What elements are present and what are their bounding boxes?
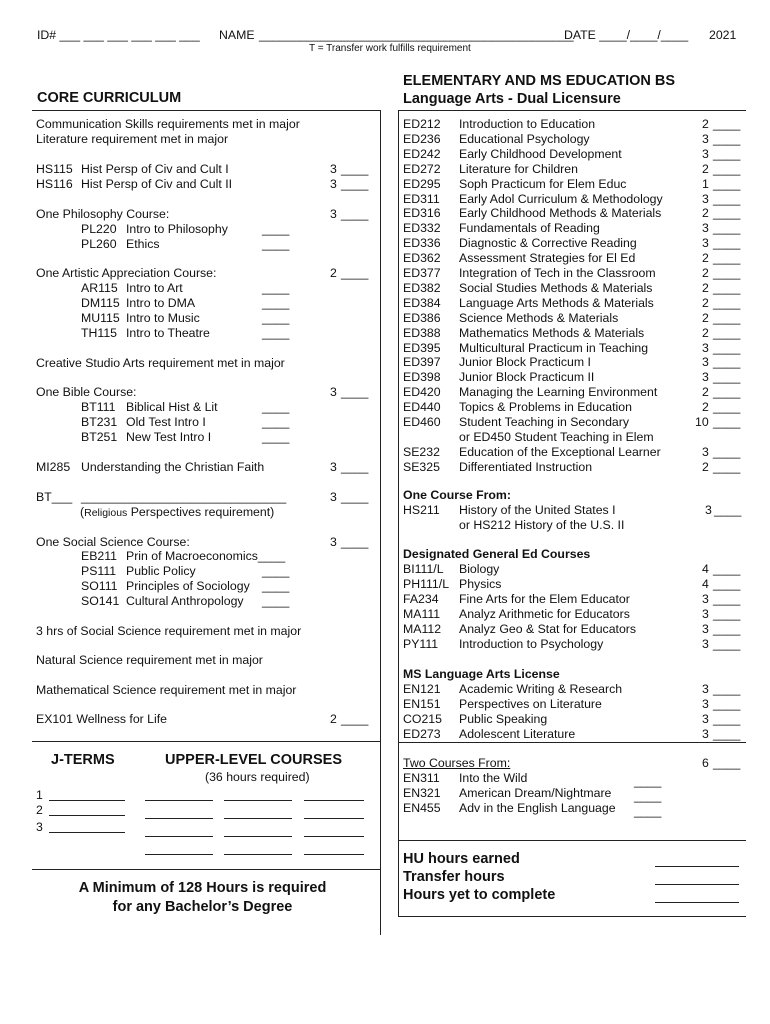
program-subheading: Language Arts - Dual Licensure xyxy=(403,91,621,107)
core-text-27: Mathematical Science requirement met in major xyxy=(36,683,297,697)
ms-license-divider xyxy=(398,742,746,743)
course-title-ed397: Junior Block Practicum I xyxy=(459,355,591,369)
credit-hours-7: 2 xyxy=(330,266,337,280)
credit-hours-en151: 3 xyxy=(702,697,709,711)
grade-blank-17[interactable]: ____ xyxy=(341,460,369,474)
course-title-9: Intro to DMA xyxy=(126,296,196,310)
credit-hours-se325: 2 xyxy=(702,460,709,474)
credit-hours-ed311: 3 xyxy=(702,192,709,206)
grade-blank-en121[interactable]: ____ xyxy=(713,682,741,696)
core-text-28: EX101 Wellness for Life xyxy=(36,712,168,726)
course-code-ed332: ED332 xyxy=(403,221,441,235)
grade-blank-bi111-l[interactable]: ____ xyxy=(713,562,741,576)
upper-level-line-1-3[interactable] xyxy=(304,800,364,801)
upper-level-line-1-2[interactable] xyxy=(224,800,292,801)
course-title-co215: Public Speaking xyxy=(459,712,548,726)
credit-hours-13: 3 xyxy=(330,385,337,399)
course-code-pl260: PL260 xyxy=(81,237,117,251)
grade-blank-4[interactable]: ____ xyxy=(341,207,369,221)
course-code-ed460: ED460 xyxy=(403,415,441,429)
credit-hours-18: 3 xyxy=(330,490,337,504)
credit-hours-ed382: 2 xyxy=(702,281,709,295)
grade-blank-23[interactable]: ____ xyxy=(262,579,290,593)
credit-hours-ed336: 3 xyxy=(702,236,709,250)
grade-blank-ed295[interactable]: ____ xyxy=(713,177,741,191)
course-code-ma111: MA111 xyxy=(403,607,441,621)
course-title-ed212: Introduction to Education xyxy=(459,117,596,131)
upper-level-line-4-3[interactable] xyxy=(304,854,364,855)
course-code-mi285: MI285 xyxy=(36,460,71,474)
course-code-pl220: PL220 xyxy=(81,222,117,236)
course-code-en311: EN311 xyxy=(403,771,440,785)
course-code-ed311: ED311 xyxy=(403,192,440,206)
credit-hours-ed295: 1 xyxy=(702,177,709,191)
grade-blank-ed273[interactable]: ____ xyxy=(713,727,741,741)
core-text-26: Natural Science requirement met in major xyxy=(36,653,263,667)
note-small: Religious xyxy=(84,507,128,519)
grade-blank-ed384[interactable]: ____ xyxy=(713,296,741,310)
core-text-13: One Bible Course: xyxy=(36,385,137,399)
grade-blank-en311[interactable]: ____ xyxy=(634,774,662,788)
course-title-ed242: Early Childhood Development xyxy=(459,147,622,161)
course-code-ph111-l: PH111/L xyxy=(403,577,450,591)
grade-blank-5[interactable]: ____ xyxy=(262,222,290,236)
course-title-24: Cultural Anthropology xyxy=(126,594,244,608)
grade-blank-se325[interactable]: ____ xyxy=(713,460,741,474)
course-code-ed398: ED398 xyxy=(403,370,441,384)
grade-blank-en151[interactable]: ____ xyxy=(713,697,741,711)
course-code-en121: EN121 xyxy=(403,682,441,696)
course-code-ed386: ED386 xyxy=(403,311,441,325)
course-code-ed388: ED388 xyxy=(403,326,441,340)
course-code-hs115: HS115 xyxy=(36,162,73,176)
grade-blank-13[interactable]: ____ xyxy=(341,385,369,399)
course-code-so111: SO111 xyxy=(81,579,118,593)
upper-level-line-2-1[interactable] xyxy=(145,818,213,819)
grade-blank-ed382[interactable]: ____ xyxy=(713,281,741,295)
credit-hours-ma112: 3 xyxy=(702,622,709,636)
course-code-ma112: MA112 xyxy=(403,622,442,636)
course-code-en321: EN321 xyxy=(403,786,441,800)
course-title-16: New Test Intro I xyxy=(126,430,212,444)
grade-blank-14[interactable]: ____ xyxy=(262,400,290,414)
course-code-ed395: ED395 xyxy=(403,341,441,355)
course-code-th115: TH115 xyxy=(81,326,117,340)
credit-hours-ed273: 3 xyxy=(702,727,709,741)
course-title-se325: Differentiated Instruction xyxy=(459,460,593,474)
credit-hours-28: 2 xyxy=(330,712,337,726)
course-title-ed236: Educational Psychology xyxy=(459,132,590,146)
ms-license-heading: MS Language Arts License xyxy=(403,667,560,681)
jterms-heading: J-TERMS xyxy=(51,752,115,768)
course-code-ar115: AR115 xyxy=(81,281,118,295)
credit-hours-ed362: 2 xyxy=(702,251,709,265)
course-code-mu115: MU115 xyxy=(81,311,120,325)
course-code-se232: SE232 xyxy=(403,445,440,459)
jterm-line-3[interactable] xyxy=(49,832,125,833)
program-heading: ELEMENTARY AND MS EDUCATION BS xyxy=(403,73,676,89)
course-title-ed311: Early Adol Curriculum & Methodology xyxy=(459,192,663,206)
grade-blank-en321[interactable]: ____ xyxy=(634,789,662,803)
grade-blank-ed398[interactable]: ____ xyxy=(713,370,741,384)
grade-blank-28[interactable]: ____ xyxy=(341,712,369,726)
upper-level-line-3-2[interactable] xyxy=(224,836,292,837)
grade-blank-ed242[interactable]: ____ xyxy=(713,147,741,161)
grade-blank-se232[interactable]: ____ xyxy=(713,445,741,459)
core-text-1: Literature requirement met in major xyxy=(36,132,229,146)
credit-hours-ed398: 3 xyxy=(702,370,709,384)
minimum-hours-line2: for any Bachelor’s Degree xyxy=(112,899,293,915)
course-title-ed332: Fundamentals of Reading xyxy=(459,221,600,235)
grade-blank-15[interactable]: ____ xyxy=(262,415,290,429)
credit-hours-ed236: 3 xyxy=(702,132,709,146)
credit-hours-ph111-l: 4 xyxy=(702,577,709,591)
course-code-co215: CO215 xyxy=(403,712,442,726)
course-code-ed316: ED316 xyxy=(403,206,441,220)
year: 2021 xyxy=(709,28,737,42)
credit-hours-ed332: 3 xyxy=(702,221,709,235)
course-title-fa234: Fine Arts for the Elem Educator xyxy=(459,592,630,606)
core-curriculum-heading: CORE CURRICULUM xyxy=(37,90,182,106)
minimum-hours-line1: A Minimum of 128 Hours is required xyxy=(78,880,327,896)
name-field[interactable]: ______________________________________________ xyxy=(259,28,574,42)
grade-blank-hs211[interactable]: ____ xyxy=(714,503,742,517)
credit-hours-ed242: 3 xyxy=(702,147,709,161)
grade-blank-fa234[interactable]: ____ xyxy=(713,592,741,606)
upper-level-line-4-1[interactable] xyxy=(145,854,213,855)
grade-blank-ph111-l[interactable]: ____ xyxy=(713,577,741,591)
course-code-so141: SO141 xyxy=(81,594,120,608)
grade-blank-ed420[interactable]: ____ xyxy=(713,385,741,399)
name-label: NAME xyxy=(219,28,255,42)
credit-hours-py111: 3 xyxy=(702,637,709,651)
grade-blank-ed395[interactable]: ____ xyxy=(713,341,741,355)
core-text-20: One Social Science Course: xyxy=(36,535,190,549)
credit-hours-ed212: 2 xyxy=(702,117,709,131)
credit-hours-two-courses: 6 xyxy=(702,756,709,770)
grade-blank-11[interactable]: ____ xyxy=(262,326,290,340)
course-code-ed273: ED273 xyxy=(403,727,441,741)
course-code-hs211: HS211 xyxy=(403,503,440,517)
course-code-ps111: PS111 xyxy=(81,564,117,578)
course-title-en121: Academic Writing & Research xyxy=(459,682,623,696)
course-title-ed362: Assessment Strategies for El Ed xyxy=(459,251,636,265)
upper-level-line-3-3[interactable] xyxy=(304,836,364,837)
grade-blank-8[interactable]: ____ xyxy=(262,281,290,295)
credit-hours-en121: 3 xyxy=(702,682,709,696)
course-title-en455: Adv in the English Language xyxy=(459,801,616,815)
course-code-ed212: ED212 xyxy=(403,117,441,131)
credit-hours-ed386: 2 xyxy=(702,311,709,325)
grade-blank-6[interactable]: ____ xyxy=(262,237,290,251)
course-code-en455: EN455 xyxy=(403,801,441,815)
credit-hours-ed440: 2 xyxy=(702,400,709,414)
credit-hours-ed272: 2 xyxy=(702,162,709,176)
course-title-ph111-l: Physics xyxy=(459,577,502,591)
credit-hours-ed377: 2 xyxy=(702,266,709,280)
course-code-bt251: BT251 xyxy=(81,430,118,444)
course-title-ma112: Analyz Geo & Stat for Educators xyxy=(459,622,637,636)
course-title-10: Intro to Music xyxy=(126,311,200,325)
course-code-ed236: ED236 xyxy=(403,132,441,146)
course-code-hs116: HS116 xyxy=(36,177,73,191)
grade-blank-10[interactable]: ____ xyxy=(262,311,290,325)
course-title-hs211: History of the United States I xyxy=(459,503,616,517)
core-text-0: Communication Skills requirements met in major xyxy=(36,117,300,131)
course-title-ed395: Multicultural Practicum in Teaching xyxy=(459,341,649,355)
course-title-ed420: Managing the Learning Environment xyxy=(459,385,658,399)
grade-blank-ma112[interactable]: ____ xyxy=(713,622,741,636)
grade-blank-16[interactable]: ____ xyxy=(262,430,290,444)
course-code-ed384: ED384 xyxy=(403,296,441,310)
course-title-15: Old Test Intro I xyxy=(126,415,206,429)
course-code-se325: SE325 xyxy=(403,460,440,474)
credit-hours-ed420: 2 xyxy=(702,385,709,399)
date-field[interactable]: DATE ____/____/____ xyxy=(564,28,689,42)
course-title-3: Hist Persp of Civ and Cult II xyxy=(81,177,233,191)
grade-blank-co215[interactable]: ____ xyxy=(713,712,741,726)
totals-line-1[interactable] xyxy=(655,866,739,867)
course-title-22: Public Policy xyxy=(126,564,196,578)
upper-level-line-4-2[interactable] xyxy=(224,854,292,855)
totals-label-2: Transfer hours xyxy=(403,869,505,885)
upper-level-hours: (36 hours required) xyxy=(205,770,310,784)
course-title-en321: American Dream/Nightmare xyxy=(459,786,612,800)
course-title-11: Intro to Theatre xyxy=(126,326,210,340)
course-title-2: Hist Persp of Civ and Cult I xyxy=(81,162,229,176)
totals-line-2[interactable] xyxy=(655,884,739,885)
credit-hours-ed388: 2 xyxy=(702,326,709,340)
credit-hours-ed316: 2 xyxy=(702,206,709,220)
course-title-5: Intro to Philosophy xyxy=(126,222,228,236)
grade-blank-en455[interactable]: ____ xyxy=(634,804,662,818)
course-code-bt111: BT111 xyxy=(81,400,116,414)
grade-blank-9[interactable]: ____ xyxy=(262,296,290,310)
grade-blank-ed362[interactable]: ____ xyxy=(713,251,741,265)
course-code-ed440: ED440 xyxy=(403,400,441,414)
course-title-ed273: Adolescent Literature xyxy=(459,727,576,741)
course-code-fa234: FA234 xyxy=(403,592,439,606)
course-code-ed336: ED336 xyxy=(403,236,441,250)
core-text-25: 3 hrs of Social Science requirement met in major xyxy=(36,624,302,638)
credit-hours-ed384: 2 xyxy=(702,296,709,310)
course-code-bi111-l: BI111/L xyxy=(403,562,444,576)
note-rest: Perspectives requirement) xyxy=(127,505,275,519)
course-title-ed460: Student Teaching in Secondary xyxy=(459,415,630,429)
grade-blank-22[interactable]: ____ xyxy=(262,564,290,578)
course-code-ed377: ED377 xyxy=(403,266,441,280)
gen-ed-heading: Designated General Ed Courses xyxy=(403,547,591,561)
grade-blank-18[interactable]: ____ xyxy=(341,490,369,504)
credit-hours-bi111-l: 4 xyxy=(702,562,709,576)
course-code-ed420: ED420 xyxy=(403,385,441,399)
credit-hours-fa234: 3 xyxy=(702,592,709,606)
totals-line-3[interactable] xyxy=(655,902,739,903)
credit-hours-3: 3 xyxy=(330,177,337,191)
credit-hours-20: 3 xyxy=(330,535,337,549)
grade-blank-two-courses[interactable]: ____ xyxy=(713,756,741,770)
course-title-ed386: Science Methods & Materials xyxy=(459,311,619,325)
upper-level-line-2-2[interactable] xyxy=(224,818,292,819)
core-text-12: Creative Studio Arts requirement met in major xyxy=(36,356,285,370)
core-text-4: One Philosophy Course: xyxy=(36,207,170,221)
course-title-ed316: Early Childhood Methods & Materials xyxy=(459,206,662,220)
credit-hours-hs211: 3 xyxy=(705,503,712,517)
course-title-ed336: Diagnostic & Corrective Reading xyxy=(459,236,637,250)
course-code-eb211: EB211 xyxy=(81,549,118,563)
grade-blank-20[interactable]: ____ xyxy=(341,535,369,549)
course-code-ed397: ED397 xyxy=(403,355,441,369)
grade-blank-ed236[interactable]: ____ xyxy=(713,132,741,146)
course-title-21: Prin of Macroeconomics____ xyxy=(126,549,286,563)
upper-level-heading: UPPER-LEVEL COURSES xyxy=(165,752,342,768)
jterm-number-2: 2 xyxy=(36,803,43,817)
totals-label-1: HU hours earned xyxy=(403,851,520,867)
two-courses-heading: Two Courses From: xyxy=(403,756,511,770)
grade-blank-ed397[interactable]: ____ xyxy=(713,355,741,369)
course-code-ed362: ED362 xyxy=(403,251,441,265)
course-title-ed382: Social Studies Methods & Materials xyxy=(459,281,653,295)
one-course-heading: One Course From: xyxy=(403,488,511,502)
id-field[interactable]: ID# ___ ___ ___ ___ ___ ___ xyxy=(37,28,200,42)
course-title-6: Ethics xyxy=(126,237,160,251)
credit-hours-ma111: 3 xyxy=(702,607,709,621)
course-title-bi111-l: Biology xyxy=(459,562,500,576)
course-title-alt: or ED450 Student Teaching in Elem xyxy=(459,430,654,444)
course-title-ma111: Analyz Arithmetic for Educators xyxy=(459,607,630,621)
religious-perspectives-note xyxy=(80,505,274,520)
credit-hours-se232: 3 xyxy=(702,445,709,459)
credit-hours-4: 3 xyxy=(330,207,337,221)
course-title-14: Biblical Hist & Lit xyxy=(126,400,218,414)
grade-blank-ed377[interactable]: ____ xyxy=(713,266,741,280)
grade-blank-py111[interactable]: ____ xyxy=(713,637,741,651)
course-title-ed398: Junior Block Practicum II xyxy=(459,370,595,384)
course-code-bt231: BT231 xyxy=(81,415,118,429)
jterm-number-1: 1 xyxy=(36,788,43,802)
grade-blank-ma111[interactable]: ____ xyxy=(713,607,741,621)
credit-hours-17: 3 xyxy=(330,460,337,474)
grade-blank-ed386[interactable]: ____ xyxy=(713,311,741,325)
totals-label-3: Hours yet to complete xyxy=(403,887,556,903)
course-title-ed440: Topics & Problems in Education xyxy=(459,400,632,414)
grade-blank-ed440[interactable]: ____ xyxy=(713,400,741,414)
grade-blank-ed212[interactable]: ____ xyxy=(713,117,741,131)
course-code-bt: BT___ xyxy=(36,490,73,504)
course-title-23: Principles of Sociology xyxy=(126,579,250,593)
grade-blank-3[interactable]: ____ xyxy=(341,177,369,191)
course-title-17: Understanding the Christian Faith xyxy=(81,460,265,474)
course-code-py111: PY111 xyxy=(403,637,439,651)
grade-blank-ed311[interactable]: ____ xyxy=(713,192,741,206)
course-title-ed272: Literature for Children xyxy=(459,162,578,176)
grade-blank-24[interactable]: ____ xyxy=(262,594,290,608)
course-title-8: Intro to Art xyxy=(126,281,183,295)
core-text-7: One Artistic Appreciation Course: xyxy=(36,266,217,280)
course-code-dm115: DM115 xyxy=(81,296,120,310)
course-code-ed382: ED382 xyxy=(403,281,441,295)
upper-level-line-1-1[interactable] xyxy=(145,800,213,801)
course-code-en151: EN151 xyxy=(403,697,441,711)
grade-blank-ed272[interactable]: ____ xyxy=(713,162,741,176)
credit-hours-ed395: 3 xyxy=(702,341,709,355)
course-title-py111: Introduction to Psychology xyxy=(459,637,604,651)
jterm-line-1[interactable] xyxy=(49,800,125,801)
course-code-ed295: ED295 xyxy=(403,177,441,191)
jterm-number-3: 3 xyxy=(36,820,43,834)
course-title-hs212: or HS212 History of the U.S. II xyxy=(459,518,625,532)
course-code-ed272: ED272 xyxy=(403,162,441,176)
grade-blank-ed388[interactable]: ____ xyxy=(713,326,741,340)
upper-level-line-2-3[interactable] xyxy=(304,818,364,819)
transfer-note: T = Transfer work fulfills requirement xyxy=(309,43,471,54)
grade-blank-ed336[interactable]: ____ xyxy=(713,236,741,250)
course-title-ed295: Soph Practicum for Elem Educ xyxy=(459,177,627,191)
course-title-ed377: Integration of Tech in the Classroom xyxy=(459,266,656,280)
grade-blank-ed460[interactable]: ____ xyxy=(713,415,741,429)
credit-hours-ed397: 3 xyxy=(702,355,709,369)
grade-blank-ed332[interactable]: ____ xyxy=(713,221,741,235)
jterm-line-2[interactable] xyxy=(49,815,125,816)
credit-hours-ed460: 10 xyxy=(695,415,709,429)
course-title-se232: Education of the Exceptional Learner xyxy=(459,445,661,459)
course-title-en311: Into the Wild xyxy=(459,771,528,785)
course-title-en151: Perspectives on Literature xyxy=(459,697,602,711)
note-open: ( xyxy=(80,505,85,519)
course-code-ed242: ED242 xyxy=(403,147,441,161)
credit-hours-2: 3 xyxy=(330,162,337,176)
grade-blank-ed316[interactable]: ____ xyxy=(713,206,741,220)
upper-level-line-3-1[interactable] xyxy=(145,836,213,837)
grade-blank-2[interactable]: ____ xyxy=(341,162,369,176)
course-title-18: ______________________________ xyxy=(81,490,287,504)
course-title-ed384: Language Arts Methods & Materials xyxy=(459,296,654,310)
course-title-ed388: Mathematics Methods & Materials xyxy=(459,326,645,340)
grade-blank-7[interactable]: ____ xyxy=(341,266,369,280)
credit-hours-co215: 3 xyxy=(702,712,709,726)
